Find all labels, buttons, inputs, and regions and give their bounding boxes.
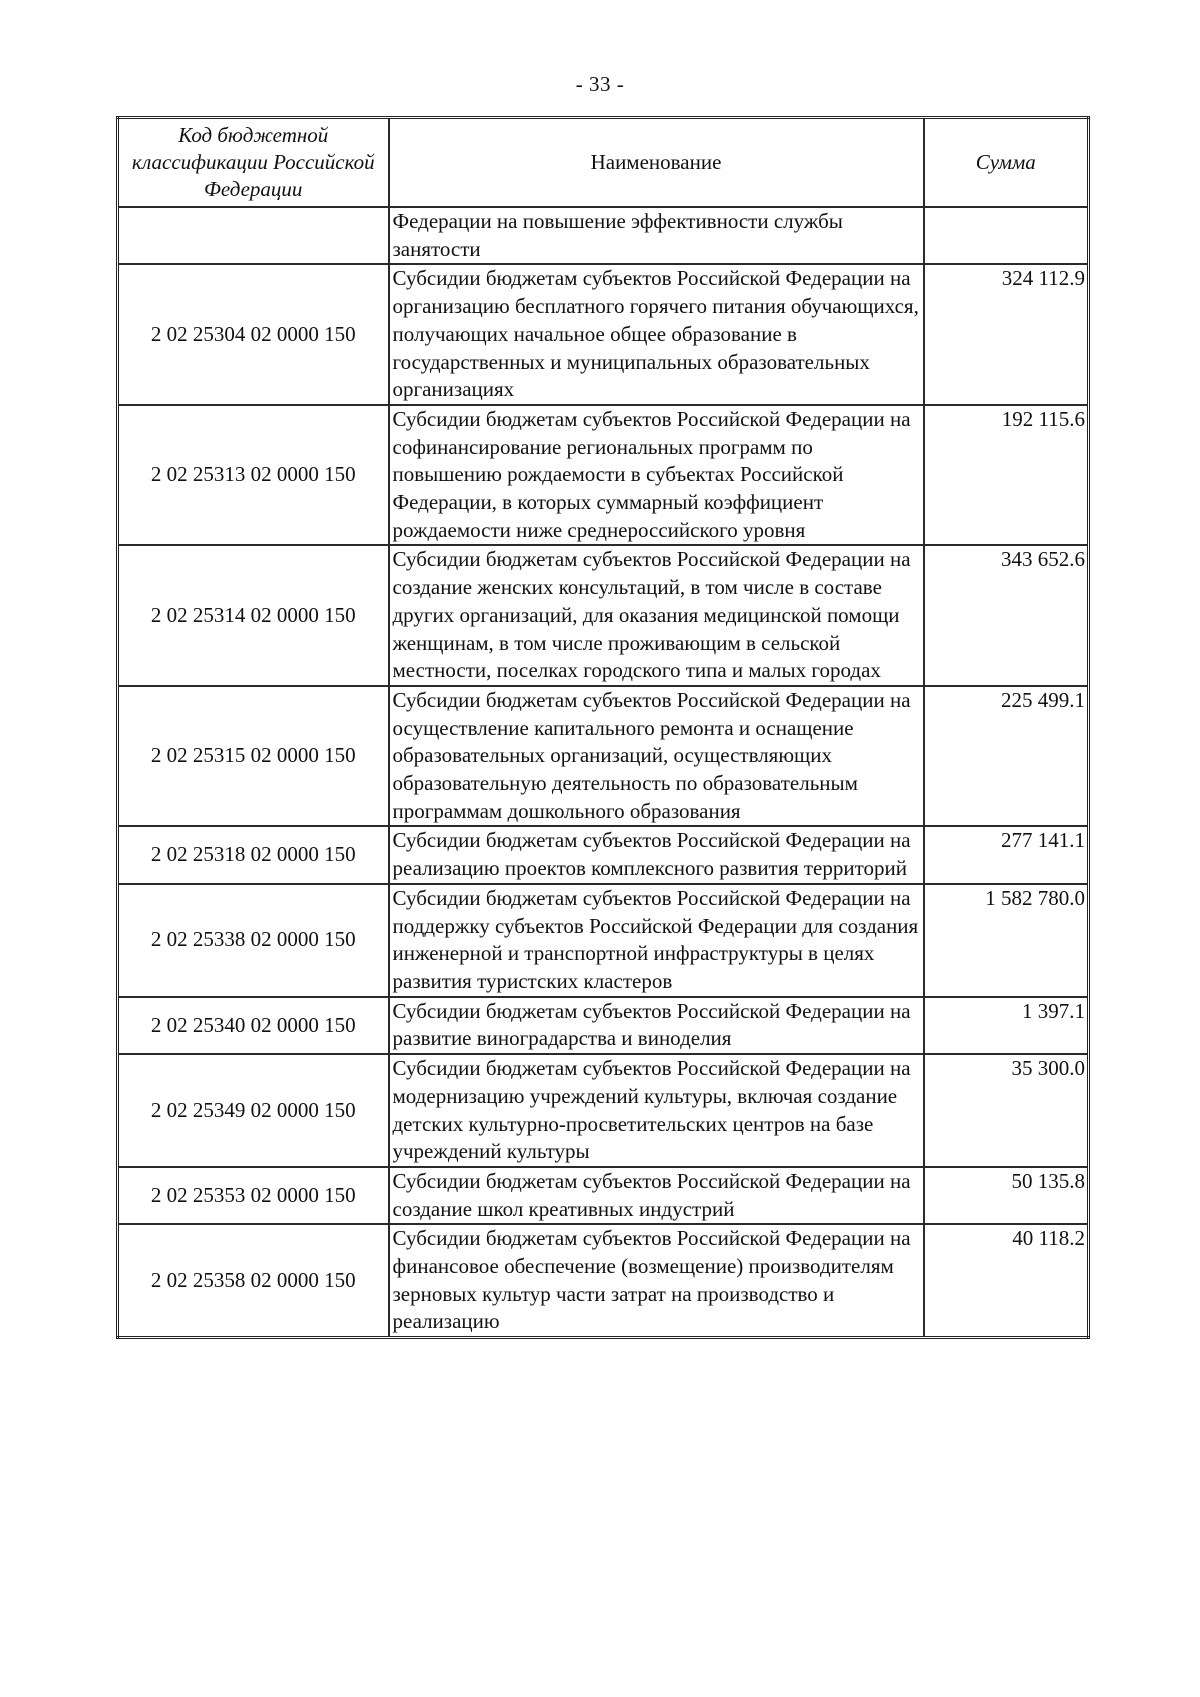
table-row — [118, 1224, 1089, 1337]
header-sum: Сумма — [924, 118, 1089, 208]
cell-sum: 1 397.1 — [924, 997, 1089, 1054]
table-row — [118, 1054, 1089, 1167]
cell-name: Субсидии бюджетам субъектов Российской Федерации на развитие виноградарства и виноделия — [389, 997, 924, 1054]
cell-name: Субсидии бюджетам субъектов Российской Федерации на организацию бесплатного горячего питания обучающихся, получающих начальное общее образование в государственных и муниципальных образовательных организациях — [389, 264, 924, 405]
table-row — [118, 264, 1089, 405]
table-row — [118, 826, 1089, 883]
cell-code — [118, 207, 389, 264]
table-row — [118, 405, 1089, 546]
cell-sum: 1 582 780.0 — [924, 884, 1089, 997]
cell-code: 2 02 25315 02 0000 150 — [118, 686, 389, 827]
cell-code: 2 02 25349 02 0000 150 — [118, 1054, 389, 1167]
table-row — [118, 997, 1089, 1054]
cell-name: Федерации на повышение эффективности службы занятости — [389, 207, 924, 264]
cell-code: 2 02 25340 02 0000 150 — [118, 997, 389, 1054]
cell-sum: 277 141.1 — [924, 826, 1089, 883]
table-row — [118, 686, 1089, 827]
cell-sum: 192 115.6 — [924, 405, 1089, 546]
cell-name: Субсидии бюджетам субъектов Российской Федерации на осуществление капитального ремонта и оснащение образовательных организаций, осуществляющих образовательную деятельность по образовательным программам дошкольного образования — [389, 686, 924, 827]
cell-code: 2 02 25313 02 0000 150 — [118, 405, 389, 546]
cell-sum — [924, 207, 1089, 264]
cell-sum: 343 652.6 — [924, 545, 1089, 686]
cell-name: Субсидии бюджетам субъектов Российской Федерации на поддержку субъектов Российской Федерации для создания инженерной и транспортной инфраструктуры в целях развития туристских кластеров — [389, 884, 924, 997]
header-code: Код бюджетной классификации Российской Федерации — [118, 118, 389, 208]
cell-code: 2 02 25353 02 0000 150 — [118, 1167, 389, 1224]
cell-name: Субсидии бюджетам субъектов Российской Федерации на модернизацию учреждений культуры, включая создание детских культурно-просветительских центров на базе учреждений культуры — [389, 1054, 924, 1167]
cell-sum: 35 300.0 — [924, 1054, 1089, 1167]
table-row — [118, 545, 1089, 686]
page-number: - 33 - — [575, 72, 625, 96]
cell-code: 2 02 25358 02 0000 150 — [118, 1224, 389, 1337]
cell-name: Субсидии бюджетам субъектов Российской Федерации на софинансирование региональных программ по повышению рождаемости в субъектах Российской Федерации, в которых суммарный коэффициент рождаемости ниже среднероссийского уровня — [389, 405, 924, 546]
table-header-row — [118, 118, 1089, 208]
cell-sum: 50 135.8 — [924, 1167, 1089, 1224]
header-name: Наименование — [389, 118, 924, 208]
cell-name: Субсидии бюджетам субъектов Российской Федерации на создание женских консультаций, в том числе в составе других организаций, для оказания медицинской помощи женщинам, в том числе проживающим в сельской местности, поселках городского типа и малых городах — [389, 545, 924, 686]
cell-code: 2 02 25318 02 0000 150 — [118, 826, 389, 883]
cell-name: Субсидии бюджетам субъектов Российской Федерации на финансовое обеспечение (возмещение) производителям зерновых культур части затрат на производство и реализацию — [389, 1224, 924, 1337]
cell-sum: 324 112.9 — [924, 264, 1089, 405]
cell-code: 2 02 25338 02 0000 150 — [118, 884, 389, 997]
cell-code: 2 02 25304 02 0000 150 — [118, 264, 389, 405]
cell-sum: 40 118.2 — [924, 1224, 1089, 1337]
table-row — [118, 884, 1089, 997]
table-row — [118, 1167, 1089, 1224]
table-row-continuation — [118, 207, 1089, 264]
cell-name: Субсидии бюджетам субъектов Российской Федерации на реализацию проектов комплексного развития территорий — [389, 826, 924, 883]
cell-name: Субсидии бюджетам субъектов Российской Федерации на создание школ креативных индустрий — [389, 1167, 924, 1224]
cell-code: 2 02 25314 02 0000 150 — [118, 545, 389, 686]
cell-sum: 225 499.1 — [924, 686, 1089, 827]
budget-table — [116, 116, 1090, 1339]
